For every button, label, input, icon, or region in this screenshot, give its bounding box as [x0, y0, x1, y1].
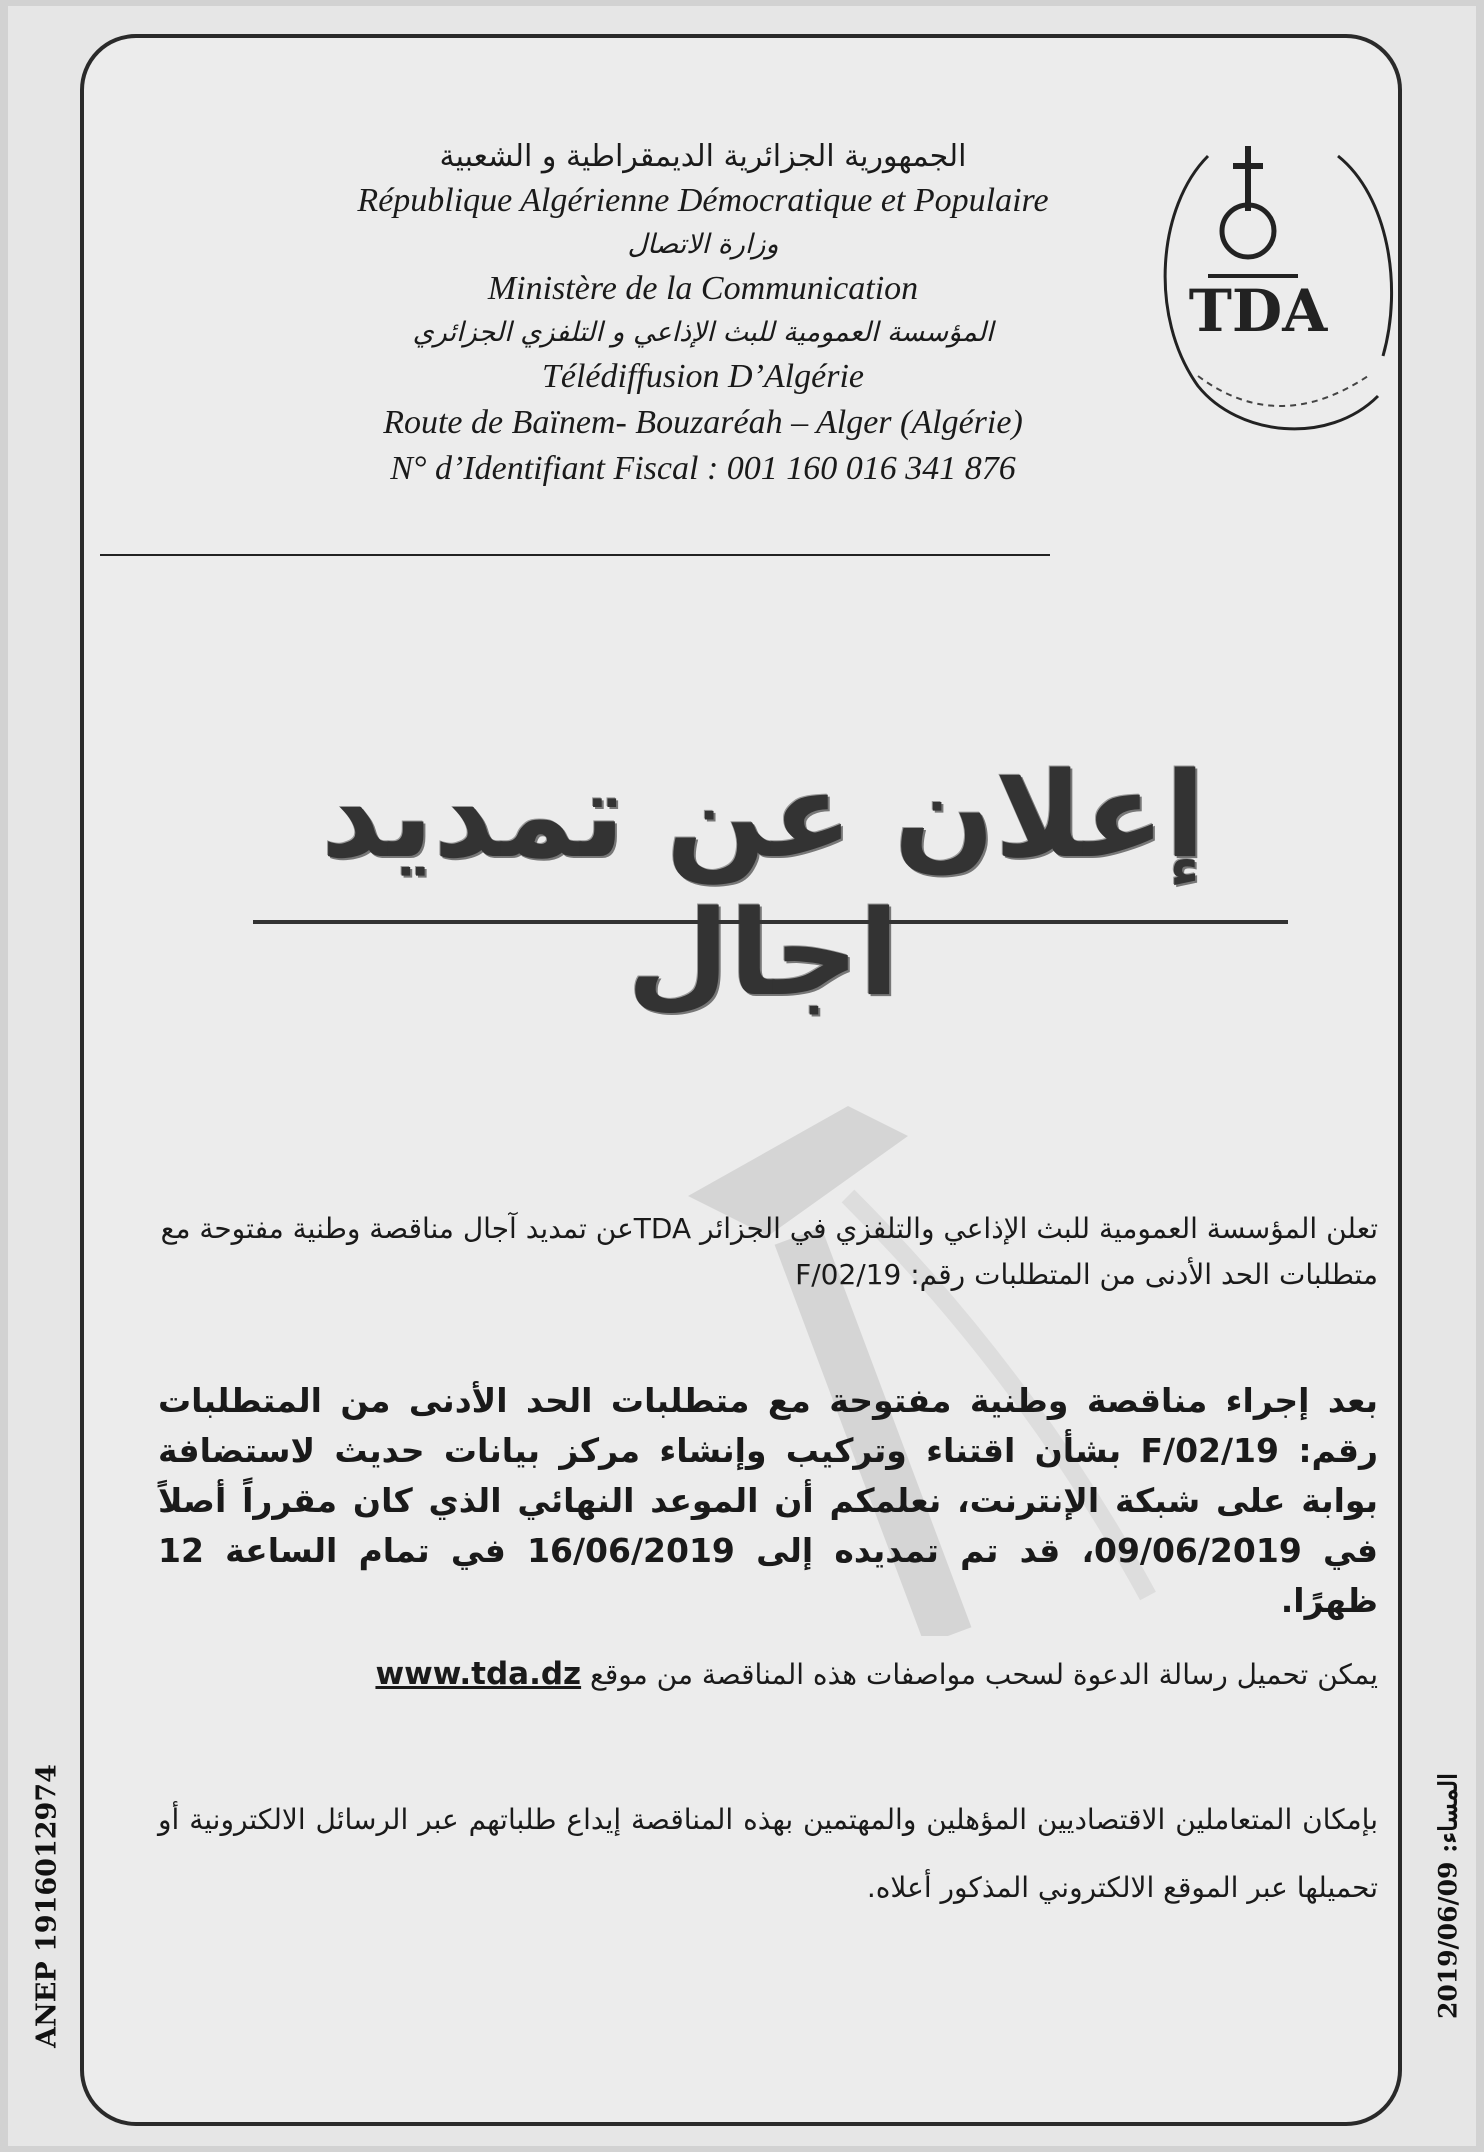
title-underline	[253, 920, 1288, 924]
anep-reference-text: ANEP 1916012974	[31, 1764, 63, 2048]
announcement-title: إعلان عن تمديد اجال	[320, 746, 1206, 1022]
submission-paragraph: بإمكان المتعاملين الاقتصاديين المؤهلين والمهتمين بهذه المناقصة إيداع طلباتهم عبر الرسائل الالكترونية أو تحميلها عبر الموقع الالكتروني المذكور أعلاه.	[158, 1803, 1378, 1904]
website-link[interactable]: www.tda.dz	[375, 1656, 582, 1692]
intro-paragraph	[158, 1206, 1378, 1298]
download-text: يمكن تحميل رسالة الدعوة لسحب مواصفات هذه المناقصة من موقع	[581, 1658, 1378, 1691]
download-paragraph	[158, 1651, 1378, 1698]
page-sheet	[8, 6, 1476, 2146]
anep-reference	[24, 1696, 70, 2116]
intro-tda: TDA	[633, 1212, 692, 1245]
tda-logo	[1138, 116, 1418, 456]
intro-part-a: تعلن المؤسسة العمومية للبث الإذاعي والتلفزي في الجزائر	[691, 1212, 1378, 1245]
republic-fr: République Algérienne Démocratique et Populaire	[357, 182, 1049, 219]
institution-fr: Télédiffusion D’Algérie	[541, 358, 864, 395]
publication-date-text: المساء: 2019/06/09	[1433, 1772, 1463, 2020]
intro-part-c: عن تمديد آجال مناقصة وطنية مفتوحة مع	[160, 1212, 634, 1245]
ministry-fr: Ministère de la Communication	[487, 270, 919, 307]
extension-paragraph: بعد إجراء مناقصة وطنية مفتوحة مع متطلبات الحد الأدنى من المتطلبات رقم: 02/19/F بشأن اقتناء وتركيب وإنشاء مركز بيانات حديث لاستضافة بوابة على شبكة الإنترنت، نعلمكم أن الموعد النهائي الذي كان مقرراً أصلاً في 09/06/2019، قد تم تمديده إلى 16/06/2019 في تمام الساعة 12 ظهرًا.	[158, 1381, 1378, 1620]
letterhead	[278, 136, 1128, 492]
publication-date	[1426, 1666, 1470, 2126]
fiscal-id: N° d’Identifiant Fiscal : 001 160 016 341 876	[390, 450, 1016, 487]
republic-ar: الجمهورية الجزائرية الديمقراطية و الشعبية	[439, 139, 967, 174]
ministry-ar: وزارة الاتصال	[627, 229, 779, 260]
address: Route de Baïnem- Bouzaréah – Alger (Algérie)	[383, 404, 1023, 441]
institution-ar: المؤسسة العمومية للبث الإذاعي و التلفزي الجزائري	[412, 317, 994, 348]
intro-line2: متطلبات الحد الأدنى من المتطلبات رقم: 02/19/F	[795, 1258, 1378, 1291]
header-divider	[100, 554, 1050, 556]
logo-letters: TDA	[1188, 277, 1328, 345]
